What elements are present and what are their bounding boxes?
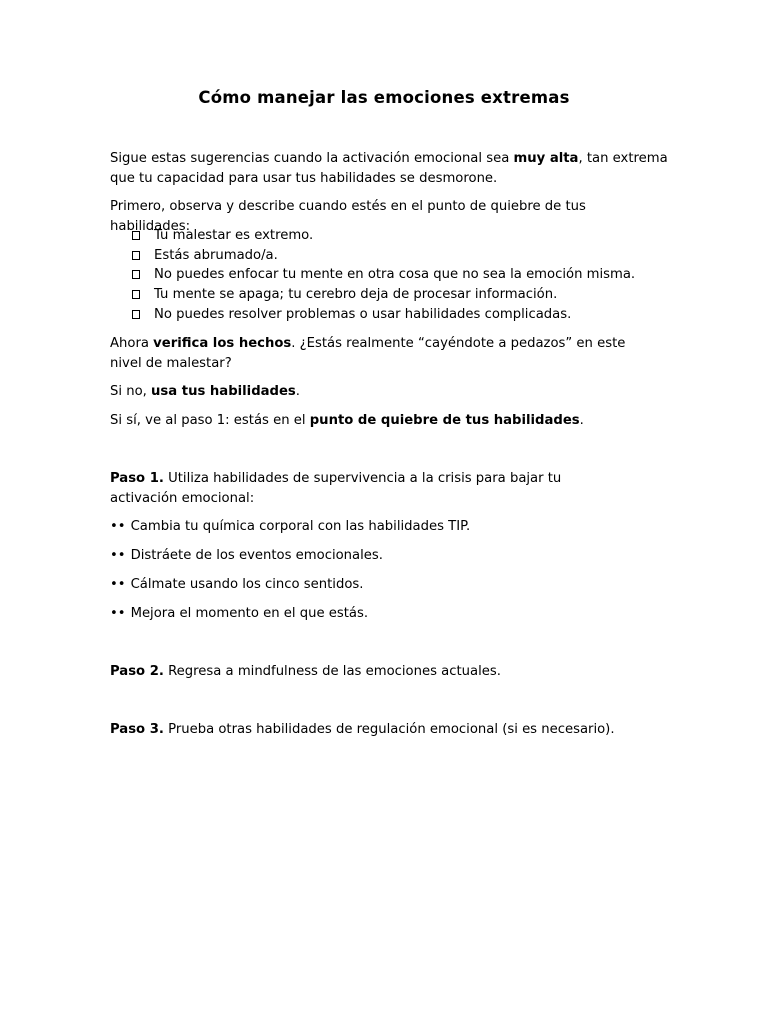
page-title: Cómo manejar las emociones extremas: [198, 88, 570, 107]
step-2-text: Regresa a mindfulness de las emociones actuales.: [163, 664, 501, 679]
if-no-emphasis: usa tus habilidades: [151, 384, 296, 399]
step-3-paragraph: [110, 720, 670, 740]
step-1-label: Paso 1.: [110, 471, 164, 486]
checkbox-icon: [132, 251, 140, 260]
step-1-text: Utiliza habilidades de supervivencia a la crisis para bajar tu activación emocional:: [110, 471, 562, 506]
intro-paragraph: [110, 149, 670, 188]
checkbox-icon: [132, 270, 140, 279]
step-3-text: Prueba otras habilidades de regulación emocional (si es necesario).: [163, 722, 615, 737]
checklist-item: [132, 285, 652, 305]
intro-text-end: , tan extrema que tu capacidad para usar tus habilidades se desmorone.: [110, 151, 668, 186]
bullet-item-text: Distráete de los eventos emocionales.: [130, 548, 383, 563]
bullet-item-text: Cambia tu química corporal con las habilidades TIP.: [130, 519, 471, 534]
checklist-item-text: No puedes resolver problemas o usar habilidades complicadas.: [154, 306, 572, 322]
verify-emphasis: verifica los hechos: [153, 336, 292, 351]
if-no-text-end: .: [295, 384, 300, 399]
bullet-item: [110, 546, 383, 566]
bullet-item-text: Mejora el momento en el que estás.: [130, 606, 369, 621]
if-no-paragraph: [110, 382, 670, 402]
if-yes-text-start: Si sí, ve al paso 1: estás en el: [110, 413, 310, 428]
bullet-item: [110, 517, 470, 537]
bullet-item: [110, 575, 363, 595]
verify-paragraph: [110, 334, 650, 373]
checklist-item-text: Tu malestar es extremo.: [154, 228, 314, 243]
observe-paragraph: Primero, observa y describe cuando estés en el punto de quiebre de tus habilidades:: [110, 199, 586, 234]
step-2-label: Paso 2.: [110, 664, 164, 679]
verify-text-start: Ahora: [110, 336, 154, 351]
verify-text-end: . ¿Estás realmente “cayéndote a pedazos” en este nivel de malestar?: [110, 336, 626, 371]
bullet-icon: ••: [110, 606, 126, 621]
if-yes-text-end: .: [579, 413, 584, 428]
step-3-label: Paso 3.: [110, 722, 164, 737]
checklist-item-text: Tu mente se apaga; tu cerebro deja de procesar información.: [154, 287, 558, 303]
step-1-paragraph: [110, 469, 610, 508]
intro-emphasis: muy alta: [513, 151, 579, 166]
if-yes-emphasis: punto de quiebre de tus habilidades: [309, 413, 580, 428]
checkbox-icon: [132, 310, 140, 319]
bullet-item-text: Cálmate usando los cinco sentidos.: [130, 577, 364, 592]
if-no-text-start: Si no,: [110, 384, 152, 399]
checklist-item: [132, 265, 652, 285]
checklist: [132, 226, 652, 324]
checklist-item-text: Estás abrumado/a.: [154, 247, 278, 263]
bullet-icon: ••: [110, 548, 126, 563]
bullet-icon: ••: [110, 577, 126, 592]
if-yes-paragraph: [110, 411, 670, 431]
intro-text-start: Sigue estas sugerencias cuando la activación emocional sea: [110, 151, 514, 166]
step-2-paragraph: [110, 662, 670, 682]
checkbox-icon: [132, 231, 140, 240]
checklist-item: [132, 246, 652, 266]
bullet-icon: ••: [110, 519, 126, 534]
checklist-item: [132, 305, 652, 325]
bullet-item: [110, 604, 368, 624]
checklist-item-text: No puedes enfocar tu mente en otra cosa que no sea la emoción misma.: [154, 267, 636, 283]
checklist-item: [132, 226, 652, 246]
checkbox-icon: [132, 290, 140, 299]
